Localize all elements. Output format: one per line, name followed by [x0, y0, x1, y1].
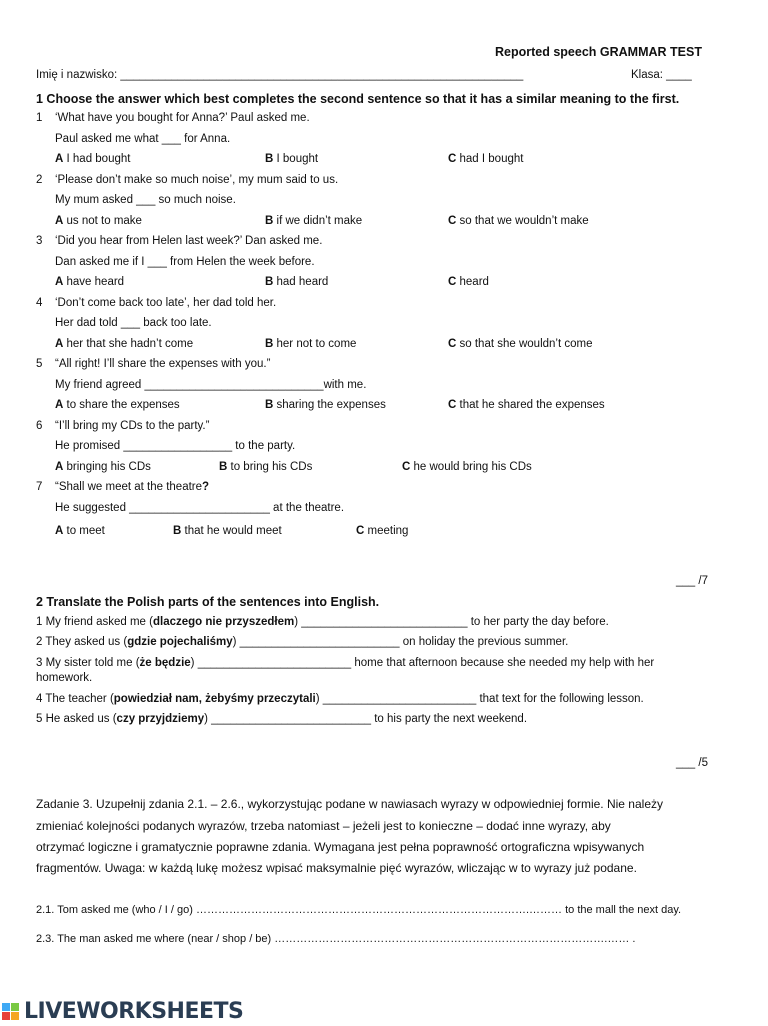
question-prompt: My mum asked ___ so much noise.: [55, 194, 236, 206]
question-prompt: He promised _________________ to the party.: [55, 440, 296, 452]
translation-item[interactable]: 5 He asked us (czy przyjdziemy) _________________________ to his party the next weekend.: [36, 713, 528, 725]
option-b[interactable]: B I bought: [265, 153, 319, 165]
option-b[interactable]: B that he would meet: [173, 525, 282, 537]
instructions-line: Zadanie 3. Uzupełnij zdania 2.1. – 2.6., wykorzystując podane w nawiasach wyrazy w odpowiedniej formie. Nie należy: [36, 797, 663, 811]
translation-item[interactable]: 4 The teacher (powiedział nam, żebyśmy przeczytali) ________________________ that text for the following lesson.: [36, 693, 644, 705]
option-b[interactable]: B her not to come: [265, 338, 357, 350]
class-input[interactable]: ____: [666, 69, 692, 81]
option-b[interactable]: B had heard: [265, 276, 329, 288]
option-a[interactable]: A to meet: [55, 525, 105, 537]
instructions-line: zmieniać kolejności podanych wyrazów, trzeba natomiast – jeżeli jest to konieczne – dodać inne wyrazy, aby: [36, 819, 611, 833]
class-line: [631, 69, 692, 81]
question-number: 1: [36, 112, 43, 124]
option-c[interactable]: C heard: [448, 276, 489, 288]
question-number: 6: [36, 420, 43, 432]
question-prompt: Her dad told ___ back too late.: [55, 317, 212, 329]
option-a[interactable]: A her that she hadn’t come: [55, 338, 194, 350]
question-sentence: ‘Did you hear from Helen last week?’ Dan asked me.: [55, 235, 323, 247]
question-number: 3: [36, 235, 43, 247]
question-sentence: ‘What have you bought for Anna?’ Paul asked me.: [55, 112, 310, 124]
option-a[interactable]: A I had bought: [55, 153, 131, 165]
section1-heading: 1 Choose the answer which best completes the second sentence so that it has a similar meaning to the first.: [36, 92, 680, 106]
logo-text: LIVEWORKSHEETS: [24, 998, 244, 1024]
option-a[interactable]: A bringing his CDs: [55, 461, 151, 473]
gap-fill-item[interactable]: 2.3. The man asked me where (near / shop / be) ……………………………………………………………………………….…… .: [36, 933, 636, 945]
question-prompt: My friend agreed ____________________________with me.: [55, 379, 367, 391]
name-input[interactable]: _______________________________________________________________: [120, 69, 524, 81]
liveworksheets-logo: [0, 996, 243, 1026]
section2-heading: 2 Translate the Polish parts of the sentences into English.: [36, 595, 380, 609]
option-c[interactable]: C he would bring his CDs: [402, 461, 532, 473]
option-b[interactable]: B sharing the expenses: [265, 399, 386, 411]
option-a[interactable]: A us not to make: [55, 215, 142, 227]
logo-mark-icon: [0, 1000, 22, 1022]
instructions-line: fragmentów. Uwaga: w każdą lukę możesz wpisać maksymalnie pięć wyrazów, wliczając w to wyrazy już podane.: [36, 861, 637, 875]
question-number: 5: [36, 358, 43, 370]
class-label: Klasa:: [631, 69, 663, 81]
name-label: Imię i nazwisko:: [36, 69, 118, 81]
question-number: 2: [36, 174, 43, 186]
instructions-line: otrzymać logiczne i gramatycznie poprawne zdania. Wymagana jest pełna poprawność ortograficzna wpisywanych: [36, 840, 645, 854]
option-c[interactable]: C meeting: [356, 525, 409, 537]
translation-item[interactable]: 3 My sister told me (że będzie) ________________________ home that afternoon because she needed my help with her: [36, 657, 655, 669]
translation-item-continuation: homework.: [36, 672, 93, 684]
option-c[interactable]: C had I bought: [448, 153, 524, 165]
option-c[interactable]: C that he shared the expenses: [448, 399, 605, 411]
translation-item[interactable]: 1 My friend asked me (dlaczego nie przyszedłem) __________________________ to her party the day before.: [36, 616, 609, 628]
question-sentence: ‘Please don’t make so much noise’, my mum said to us.: [55, 174, 339, 186]
question-sentence: “Shall we meet at the theatre?: [55, 481, 210, 493]
option-a[interactable]: A have heard: [55, 276, 125, 288]
question-sentence: “I’ll bring my CDs to the party.”: [55, 420, 210, 432]
name-line: [36, 69, 523, 81]
section1-score: ___ /7: [676, 575, 708, 587]
question-prompt: Paul asked me what ___ for Anna.: [55, 133, 231, 145]
option-b[interactable]: B to bring his CDs: [219, 461, 313, 473]
question-prompt: He suggested ______________________ at the theatre.: [55, 502, 345, 514]
question-sentence: ‘Don’t come back too late’, her dad told her.: [55, 297, 277, 309]
question-number: 4: [36, 297, 43, 309]
section2-score: ___ /5: [676, 757, 708, 769]
option-c[interactable]: C so that she wouldn’t come: [448, 338, 593, 350]
option-c[interactable]: C so that we wouldn’t make: [448, 215, 589, 227]
option-b[interactable]: B if we didn’t make: [265, 215, 363, 227]
question-sentence: “All right! I’ll share the expenses with you.”: [55, 358, 271, 370]
document-title: Reported speech GRAMMAR TEST: [495, 45, 702, 59]
question-number: 7: [36, 481, 43, 493]
option-a[interactable]: A to share the expenses: [55, 399, 180, 411]
gap-fill-item[interactable]: 2.1. Tom asked me (who / I / go) ……………………………………………………………………………….……… to the mall the next day.: [36, 904, 682, 916]
question-prompt: Dan asked me if I ___ from Helen the week before.: [55, 256, 315, 268]
translation-item[interactable]: 2 They asked us (gdzie pojechaliśmy) _________________________ on holiday the previous summer.: [36, 636, 569, 648]
